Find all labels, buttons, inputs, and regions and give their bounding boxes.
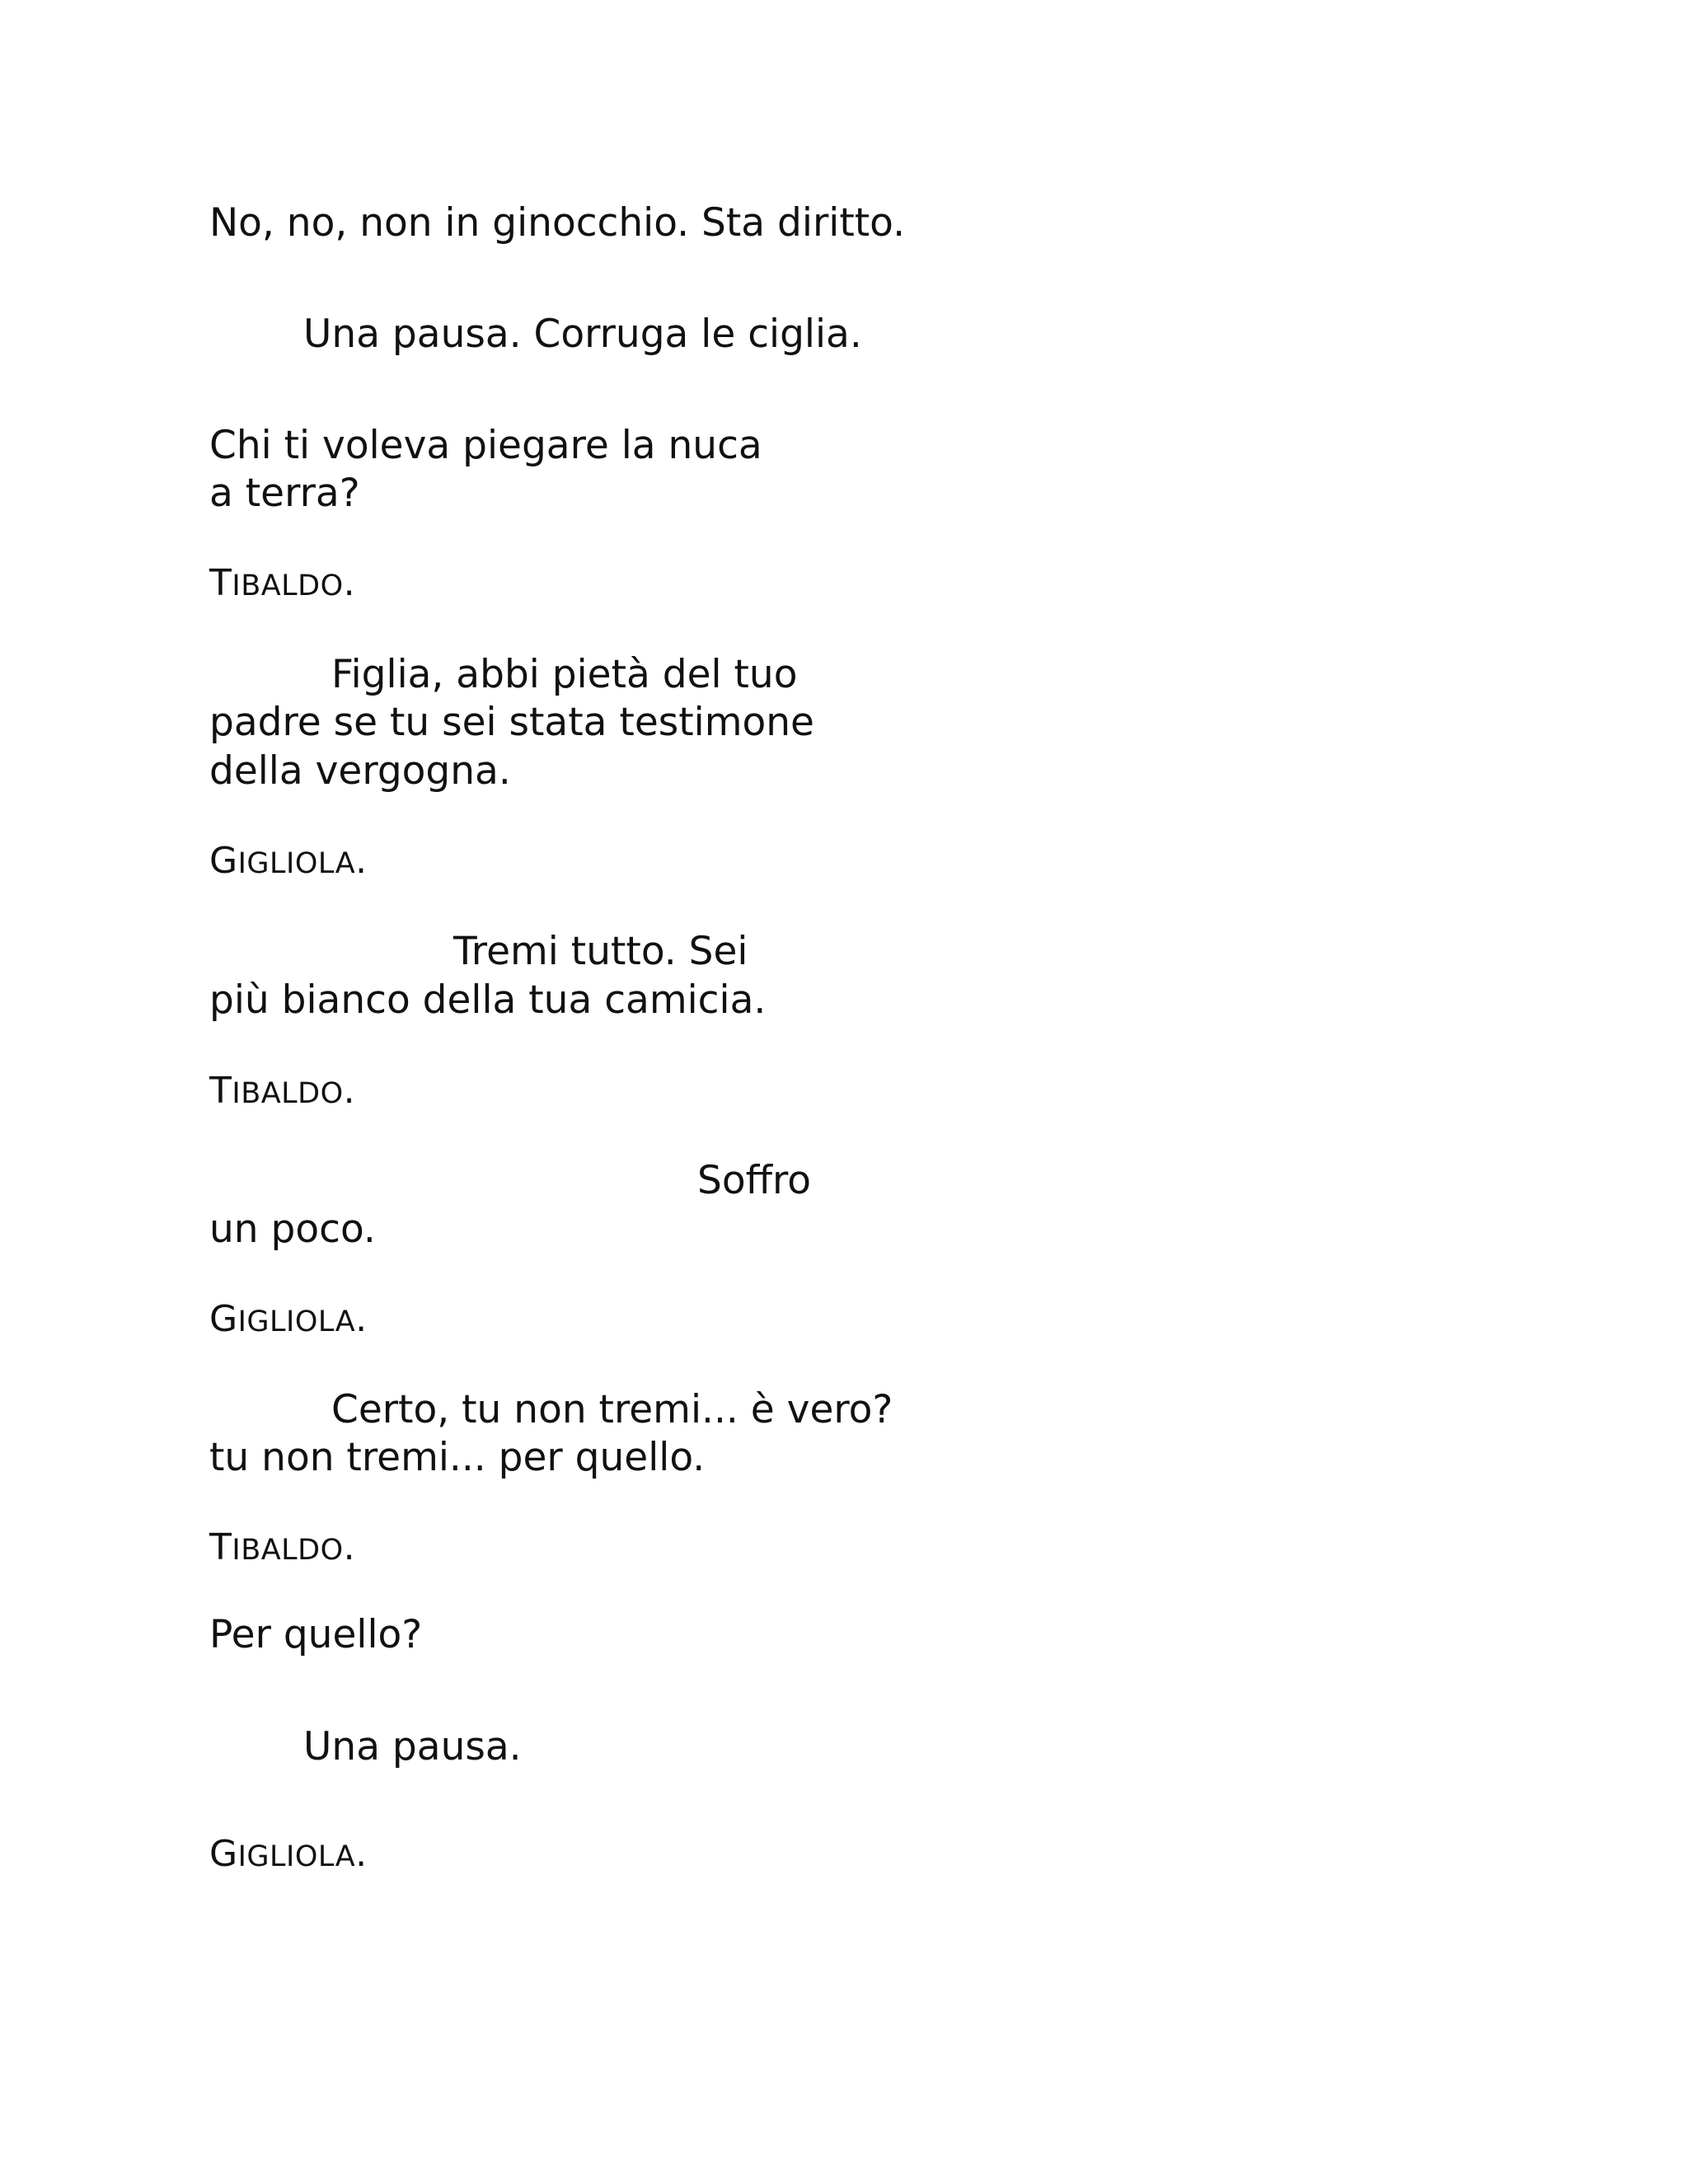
speaker-rest: IBALDO	[232, 1077, 344, 1110]
speech-line: Soffro	[697, 1158, 812, 1203]
stage-direction: Una pausa. Corruga le ciglia.	[303, 312, 862, 357]
speaker-initial: T	[209, 1070, 232, 1112]
speech-line: tu non tremi... per quello.	[209, 1435, 706, 1480]
speech-line: Certo, tu non tremi... è vero?	[331, 1387, 893, 1432]
speaker-name	[209, 1066, 355, 1118]
speaker-dot: .	[343, 1070, 356, 1112]
speaker-dot: .	[343, 562, 356, 604]
speech-line: padre se tu sei stata testimone	[209, 700, 814, 745]
speech-line: No, no, non in ginocchio. Sta diritto.	[209, 200, 906, 246]
speaker-name	[209, 559, 355, 611]
speaker-name	[209, 1523, 355, 1575]
speech-line: Chi ti voleva piegare la nuca	[209, 423, 762, 468]
speaker-rest: IGLIOLA	[237, 1840, 356, 1873]
speech-line: della vergogna.	[209, 748, 511, 794]
speech-line: più bianco della tua camicia.	[209, 977, 767, 1023]
speaker-rest: IGLIOLA	[237, 1305, 356, 1338]
speaker-name	[209, 837, 368, 888]
speaker-dot: .	[355, 840, 368, 882]
speaker-rest: IGLIOLA	[237, 847, 356, 880]
speaker-initial: T	[209, 562, 232, 604]
speaker-rest: IBALDO	[232, 569, 344, 602]
speech-line: Figlia, abbi pietà del tuo	[331, 652, 798, 697]
speech-line: Per quello?	[209, 1612, 423, 1657]
speech-line: Tremi tutto. Sei	[453, 929, 748, 974]
speaker-initial: T	[209, 1526, 232, 1568]
speech-line: a terra?	[209, 471, 360, 516]
speaker-initial: G	[209, 1833, 238, 1875]
stage-direction: Una pausa.	[303, 1724, 522, 1769]
speech-line: un poco.	[209, 1207, 376, 1252]
speaker-dot: .	[343, 1526, 356, 1568]
speaker-name	[209, 1295, 368, 1347]
speaker-rest: IBALDO	[232, 1534, 344, 1567]
speaker-initial: G	[209, 840, 238, 882]
speaker-name	[209, 1830, 368, 1882]
speaker-initial: G	[209, 1298, 238, 1340]
speaker-dot: .	[355, 1298, 368, 1340]
speaker-dot: .	[355, 1833, 368, 1875]
